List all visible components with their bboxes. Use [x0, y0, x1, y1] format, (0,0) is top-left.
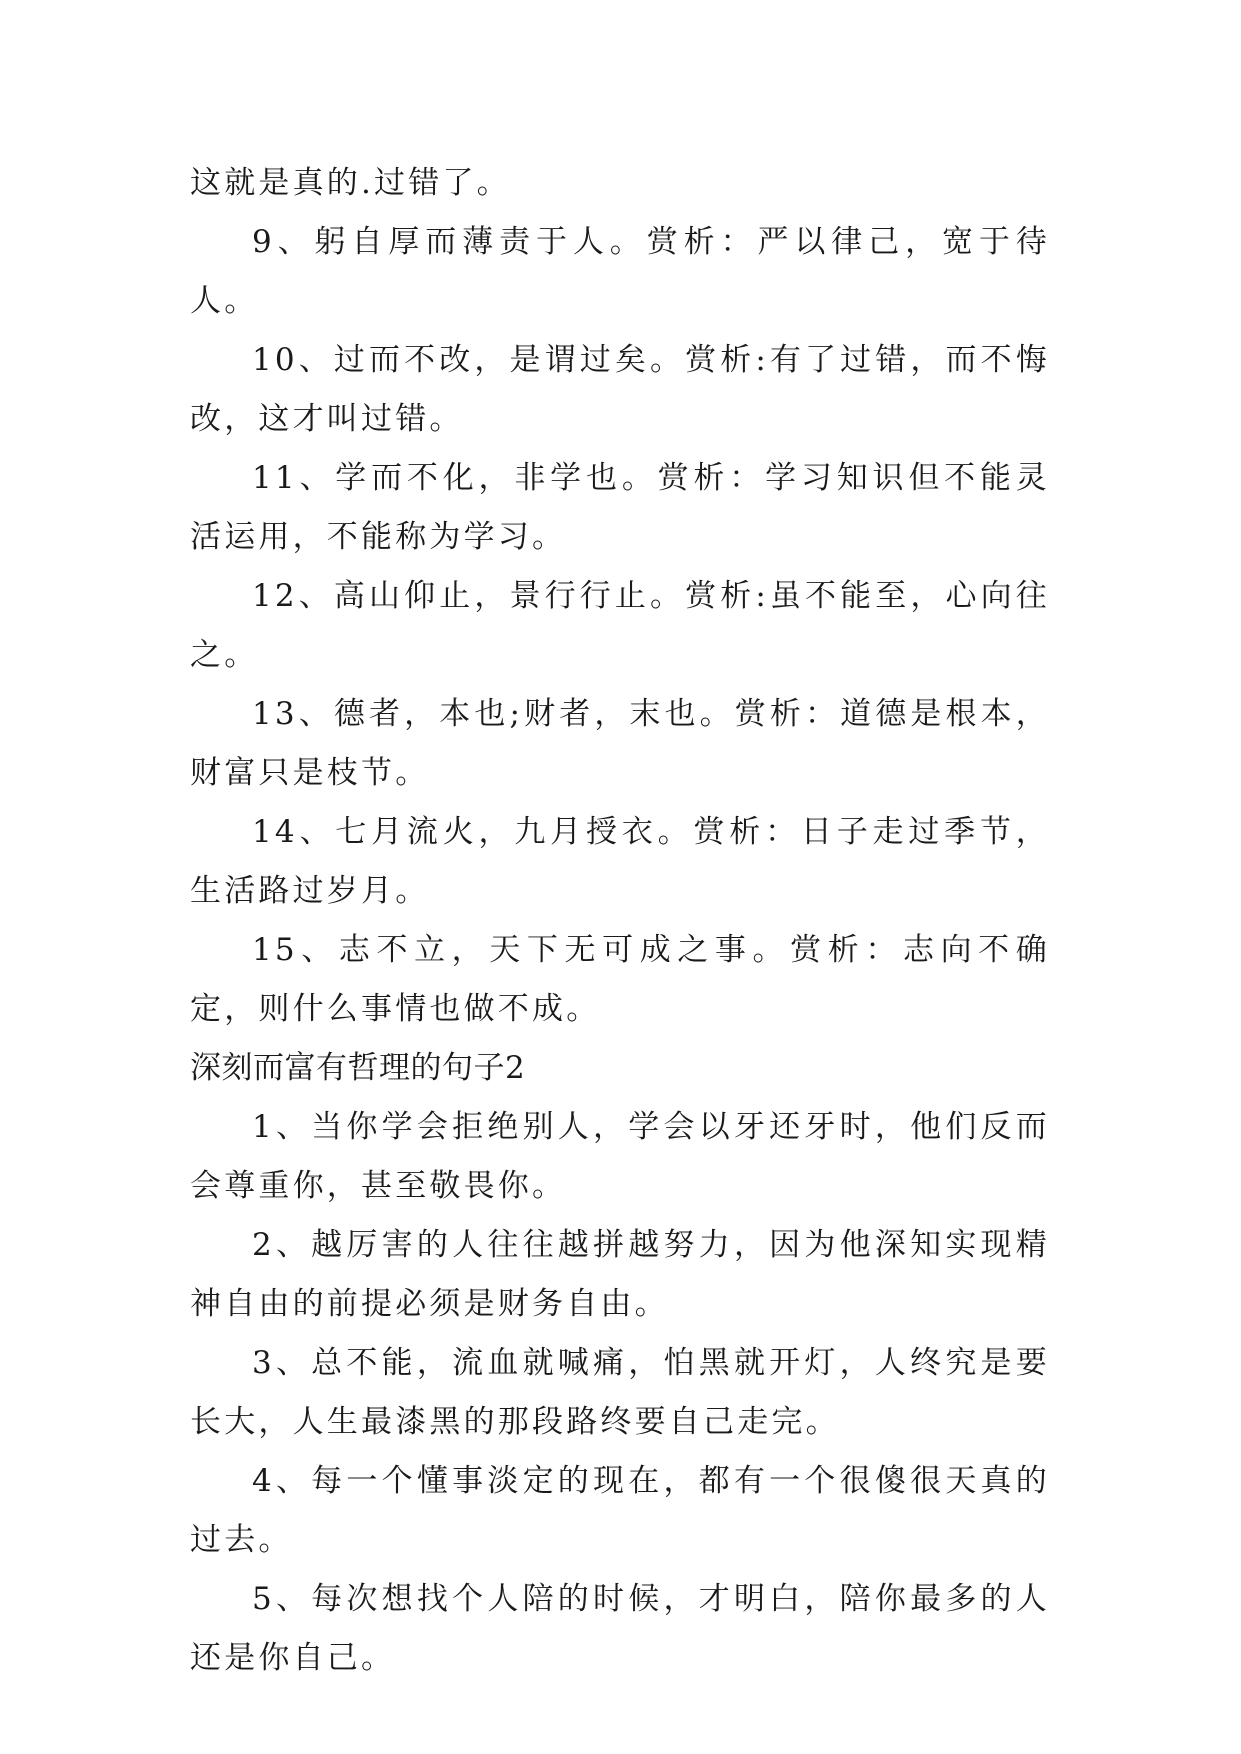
continuation-paragraph: 这就是真的.过错了。: [190, 165, 511, 201]
quote-paragraph-15: 15、志不立，天下无可成之事。赏析：志向不确定，则什么事情也做不成。: [190, 932, 1050, 1027]
quote-paragraph-11: 11、学而不化，非学也。赏析：学习知识但不能灵活运用，不能称为学习。: [190, 460, 1050, 555]
document-body: [190, 154, 1050, 1688]
quote-paragraph-9: 9、躬自厚而薄责于人。赏析：严以律己，宽于待人。: [190, 224, 1050, 319]
sentence-paragraph-1: 1、当你学会拒绝别人，学会以牙还牙时，他们反而会尊重你，甚至敬畏你。: [190, 1109, 1050, 1204]
quote-paragraph-10: 10、过而不改，是谓过矣。赏析:有了过错，而不悔改，这才叫过错。: [190, 342, 1050, 437]
quote-paragraph-14: 14、七月流火，九月授衣。赏析：日子走过季节，生活路过岁月。: [190, 814, 1050, 909]
sentence-paragraph-2: 2、越厉害的人往往越拼越努力，因为他深知实现精神自由的前提必须是财务自由。: [190, 1227, 1050, 1322]
section-heading: 深刻而富有哲理的句子2: [190, 1050, 526, 1086]
sentence-paragraph-3: 3、总不能，流血就喊痛，怕黑就开灯，人终究是要长大，人生最漆黑的那段路终要自己走完。: [190, 1345, 1050, 1440]
quote-paragraph-13: 13、德者，本也;财者，末也。赏析：道德是根本，财富只是枝节。: [190, 696, 1050, 791]
sentence-paragraph-5: 5、每次想找个人陪的时候，才明白，陪你最多的人还是你自己。: [190, 1581, 1050, 1676]
quote-paragraph-12: 12、高山仰止，景行行止。赏析:虽不能至，心向往之。: [190, 578, 1050, 673]
sentence-paragraph-4: 4、每一个懂事淡定的现在，都有一个很傻很天真的过去。: [190, 1463, 1050, 1558]
